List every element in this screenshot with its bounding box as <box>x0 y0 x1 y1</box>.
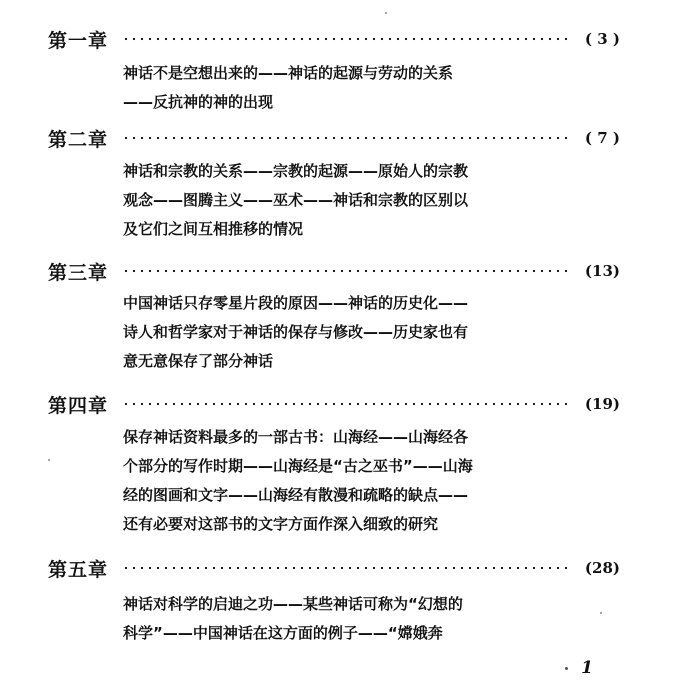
summary-line: 科学”——中国神话在这方面的例子——“嫦娥奔 <box>123 624 443 642</box>
summary-line: 及它们之间互相推移的情况 <box>123 220 304 238</box>
chapter-title: 第三章 <box>48 261 109 284</box>
chapter-page-number: (19) <box>584 395 620 413</box>
summary-line: 中国神话只存零星片段的原因——神话的历史化—— <box>123 294 469 312</box>
chapter-page-number: (28) <box>584 559 620 577</box>
chapter-title: 第五章 <box>48 558 109 581</box>
dot-leader <box>122 37 572 41</box>
dot-leader <box>122 136 572 140</box>
toc-chapter-heading <box>48 123 620 153</box>
chapter-page-number: (13) <box>584 262 620 280</box>
chapter-summary <box>123 157 553 244</box>
toc-chapter-heading <box>48 256 620 286</box>
summary-line: 诗人和哲学家对于神话的保存与修改——历史家也有 <box>123 323 469 341</box>
chapter-title: 第四章 <box>48 394 109 417</box>
summary-line: 神话不是空想出来的——神话的起源与劳动的关系 <box>123 64 454 82</box>
chapter-summary <box>123 59 553 117</box>
chapter-page-number: ( 7 ) <box>584 129 620 147</box>
dot-leader <box>122 566 572 570</box>
chapter-summary <box>123 590 553 648</box>
scan-speck <box>48 459 50 461</box>
dot-leader <box>122 402 572 406</box>
summary-line: 还有必要对这部书的文字方面作深入细致的研究 <box>123 515 439 533</box>
toc-chapter-heading <box>48 553 620 583</box>
page-folio: 1 <box>581 658 593 678</box>
chapter-summary <box>123 289 553 376</box>
summary-line: 经的图画和文字——山海经有散漫和疏略的缺点—— <box>123 486 469 504</box>
dot-leader <box>122 269 572 273</box>
scan-speck <box>600 612 602 614</box>
summary-line: ——反抗神的神的出现 <box>123 93 274 111</box>
summary-line: 神话对科学的启迪之功——某些神话可称为“幻想的 <box>123 595 463 613</box>
chapter-summary <box>123 423 553 539</box>
scan-speck <box>385 12 387 14</box>
toc-chapter-heading <box>48 24 620 54</box>
toc-chapter-heading <box>48 389 620 419</box>
chapter-page-number: ( 3 ) <box>584 30 620 48</box>
chapter-title: 第一章 <box>48 29 109 52</box>
chapter-title: 第二章 <box>48 128 109 151</box>
scan-speck <box>565 667 568 670</box>
summary-line: 个部分的写作时期——山海经是“古之巫书”——山海 <box>123 457 473 475</box>
summary-line: 保存神话资料最多的一部古书：山海经——山海经各 <box>123 428 469 446</box>
summary-line: 观念——图腾主义——巫术——神话和宗教的区别以 <box>123 191 469 209</box>
summary-line: 意无意保存了部分神话 <box>123 352 274 370</box>
summary-line: 神话和宗教的关系——宗教的起源——原始人的宗教 <box>123 162 469 180</box>
